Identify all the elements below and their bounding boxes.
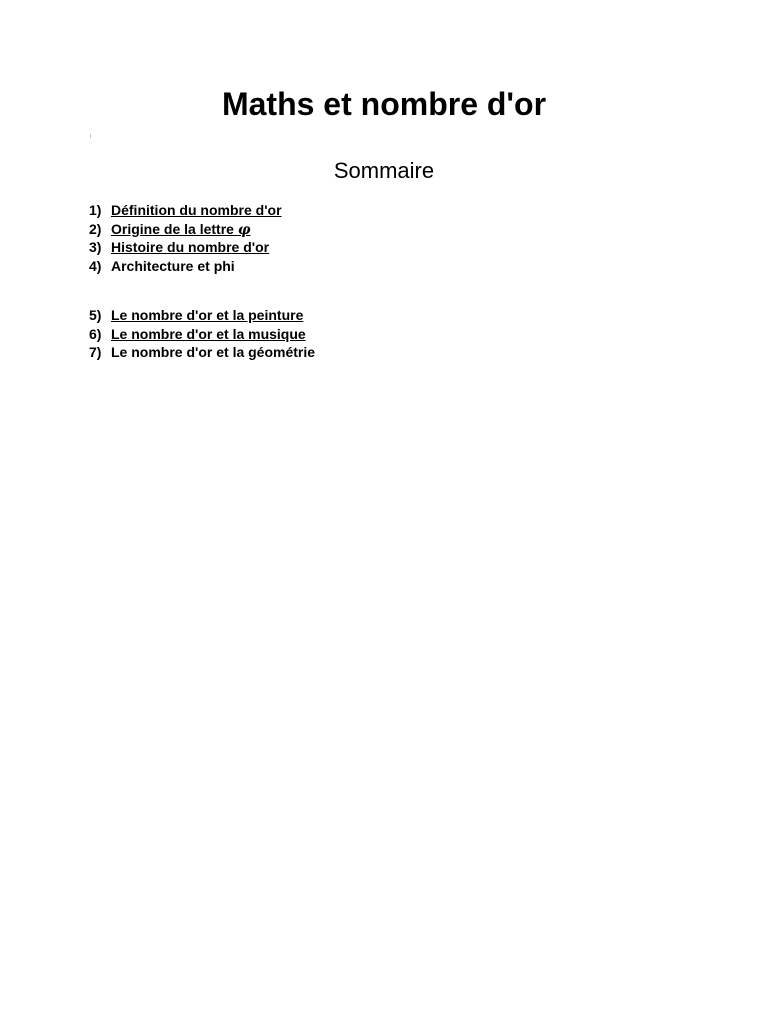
toc-link-histoire[interactable]: Histoire du nombre d'or [111,239,270,255]
toc-link-musique[interactable]: Le nombre d'or et la musique [111,325,306,342]
stray-mark [90,134,91,138]
toc-heading: Sommaire [333,158,435,183]
toc-number: 4) [89,257,102,274]
toc-number: 1) [89,202,102,218]
toc-number: 5) [89,307,102,323]
page-title: Maths et nombre d'or [221,86,547,122]
toc-text-geometrie: Le nombre d'or et la géométrie [111,344,316,360]
phi-symbol: φ [237,221,251,238]
toc-link-peinture[interactable]: Le nombre d'or et la peinture [111,307,304,323]
toc-number: 6) [89,325,102,342]
toc-item-7 [89,343,315,362]
toc-item-3 [89,238,282,257]
toc-list-part-2 [89,306,315,362]
toc-item-2 [89,220,282,239]
toc-number: 7) [89,344,102,360]
toc-item-5 [89,306,315,325]
toc-link-definition[interactable]: Définition du nombre d'or [111,202,282,218]
toc-item-4 [89,257,282,276]
toc-link-origine-text: Origine de la lettre [111,220,238,237]
toc-item-6 [89,325,315,344]
toc-number: 3) [89,239,102,255]
toc-number: 2) [89,220,102,237]
toc-list-part-1 [89,201,282,275]
toc-item-1 [89,201,282,220]
toc-link-origine[interactable] [111,221,251,237]
toc-text-architecture: Architecture et phi [111,257,235,274]
